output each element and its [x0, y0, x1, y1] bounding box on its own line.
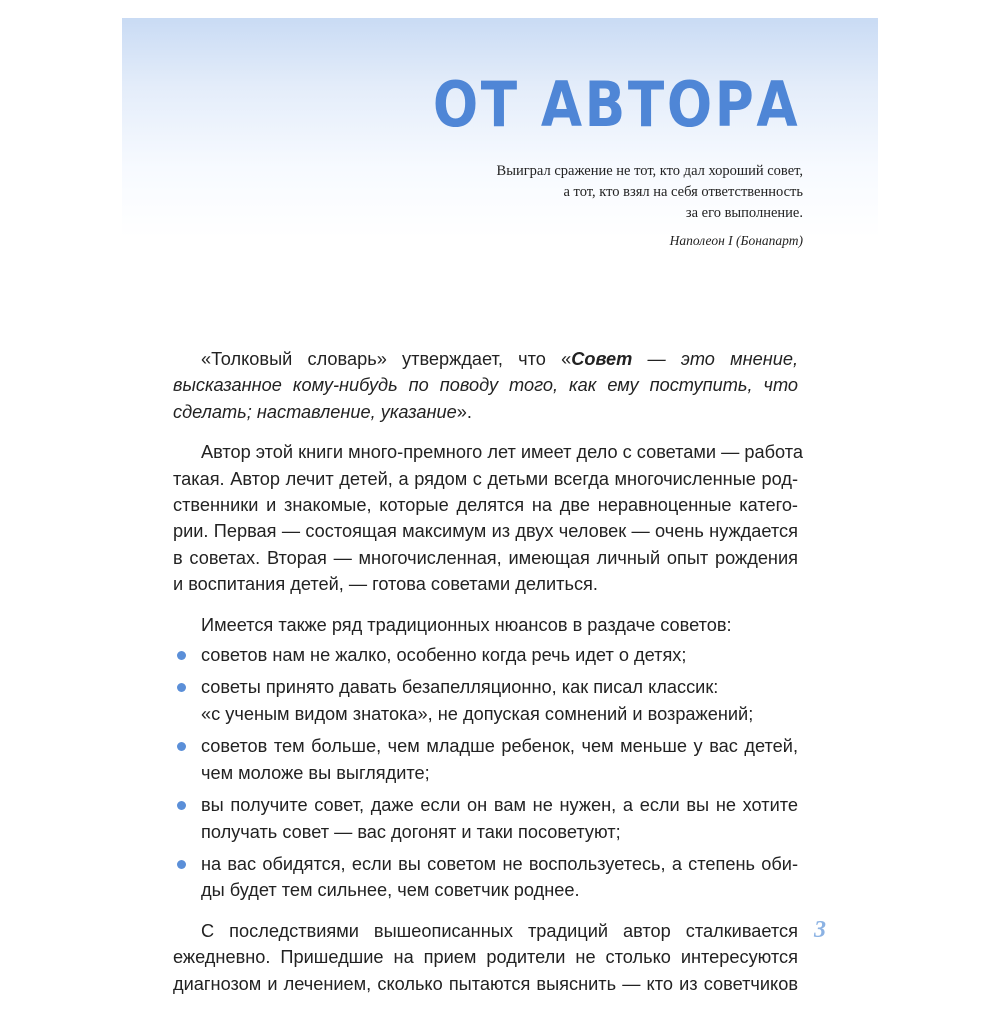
list-item — [173, 733, 798, 786]
text-line: «с ученым видом знатока», не допуская сомнений и возражений; — [201, 703, 754, 724]
book-page — [122, 18, 878, 994]
bullet-icon — [177, 651, 186, 660]
text-line: Имеется также ряд традиционных нюансов в раздаче советов: — [201, 614, 732, 635]
paragraph-author-intro — [173, 439, 803, 597]
paragraph-nuances — [173, 612, 798, 638]
text-fragment: ». — [456, 401, 472, 422]
text-line: С последствиями вышеописанных традиций автор сталкивается — [201, 920, 798, 941]
list-item — [173, 851, 798, 904]
list-item — [173, 792, 798, 845]
text-line: вы получите совет, даже если он вам не нужен, а если вы не хотите — [201, 795, 798, 816]
text-line: на вас обидятся, если вы советом не воспользуетесь, а степень оби- — [201, 853, 798, 874]
text-line — [173, 399, 798, 425]
page-title: ОТ АВТОРА — [432, 68, 800, 141]
text-line — [173, 346, 798, 372]
text-line: чем моложе вы выглядите; — [201, 762, 430, 783]
text-line: получать совет — вас догонят и таки посоветуют; — [201, 821, 621, 842]
bullet-icon — [177, 860, 186, 869]
paragraph-consequences — [173, 918, 798, 997]
text-line: ды будет тем сильнее, чем советчик роднее. — [201, 880, 580, 901]
text-line: ежедневно. Пришедшие на прием родители не столько интересуются — [173, 947, 798, 968]
text-line: и воспитания детей, — готова советами делиться. — [173, 574, 598, 595]
text-fragment: «Толковый словарь» утверждает, что « — [201, 349, 572, 369]
text-line: такая. Автор лечит детей, а рядом с детьми всегда многочисленные род- — [173, 468, 798, 489]
text-line: в советах. Вторая — многочисленная, имеющая личный опыт рождения — [173, 547, 798, 568]
bullet-icon — [177, 742, 186, 751]
epigraph-line: Выиграл сражение не тот, кто дал хороший совет, — [496, 163, 803, 179]
definition-fragment: сделать; наставление, указание — [173, 401, 457, 422]
text-line: Автор этой книги много-премного лет имеет дело с советами — работа — [201, 442, 803, 463]
text-line: советов нам не жалко, особенно когда речь идет о детях; — [201, 645, 687, 666]
page-number: 3 — [814, 917, 826, 943]
text-line: диагнозом и лечением, сколько пытаются выяснить — кто из советчиков — [173, 973, 798, 994]
epigraph-line: за его выполнение. — [685, 205, 803, 221]
nuances-list — [173, 642, 798, 904]
epigraph-author: Наполеон I (Бонапарт) — [669, 233, 803, 248]
term-sovet: Совет — [571, 349, 633, 369]
epigraph-line: а тот, кто взял на себя ответственность — [563, 184, 803, 200]
text-line: советов тем больше, чем младше ребенок, чем меньше у вас детей, — [201, 736, 798, 757]
text-line: ственники и знакомые, которые делятся на две неравноценные катего- — [173, 495, 798, 516]
list-item — [173, 674, 798, 727]
text-line: рии. Первая — состоящая максимум из двух человек — очень нуждается — [173, 521, 798, 542]
paragraph-definition — [173, 346, 798, 425]
body-text — [173, 346, 803, 1011]
text-line: советы принято давать безапелляционно, как писал классик: — [201, 677, 719, 698]
definition-fragment: — это мнение, — [632, 349, 799, 369]
text-line: высказанное кому-нибудь по поводу того, как ему поступить, что — [173, 375, 798, 396]
list-item — [173, 642, 798, 668]
bullet-icon — [177, 801, 186, 810]
bullet-icon — [177, 683, 186, 692]
epigraph — [383, 161, 803, 251]
